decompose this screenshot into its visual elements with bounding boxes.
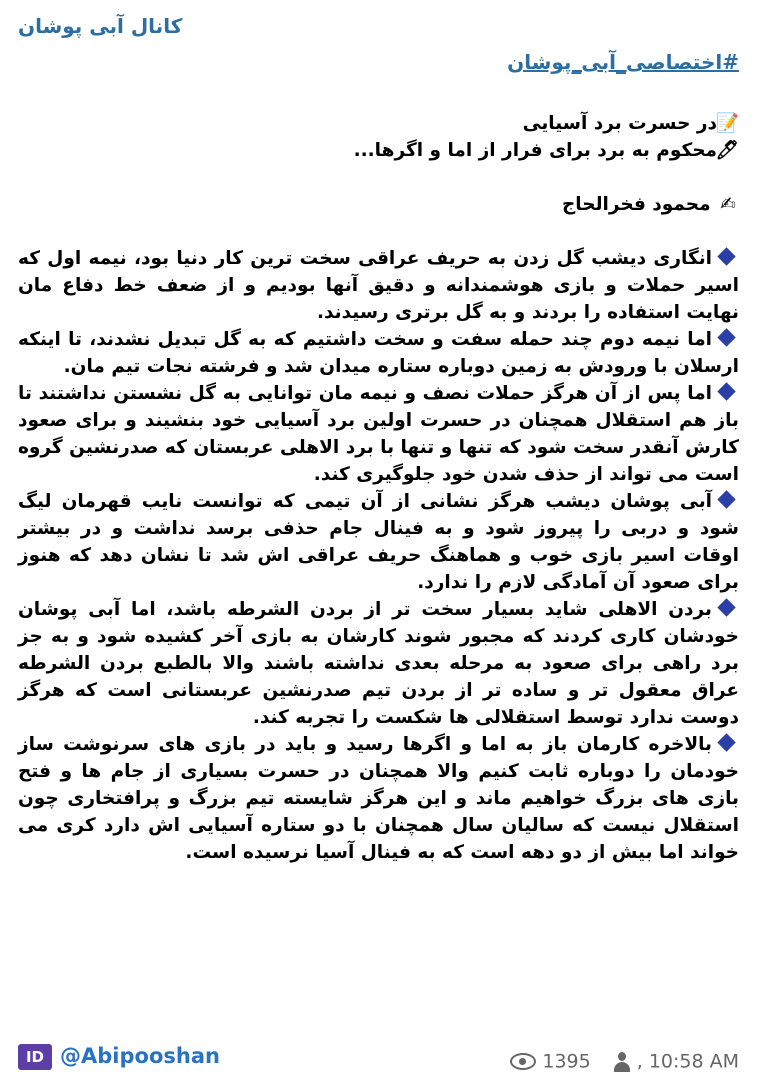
blue-diamond-icon: [717, 382, 735, 400]
paragraph: بالاخره کارمان باز به اما و اگرها رسید و باید در بازی های سرنوشت ساز خودمان را دوباره ثابت کنیم والا همچنان در حسرت بسیاری از جام ها و فتح بازی های بزرگ خواهیم ماند و این هرگز شایسته تیم بزرگ و پرافتخاری چون استقلال نیست که سالیان سال همچنان با دو ستاره آسیایی اش دارد کری می خواند اما بیش از دو دهه است که به فینال آسیا نرسیده است.: [18, 734, 739, 863]
writing-hand-icon: ✍: [720, 194, 736, 215]
paragraph: اما پس از آن هرگز حملات نصف و نیمه مان توانایی به گل نشستن نداشتند تا باز هم استقلال همچنان در حسرت اولین برد آسیایی خود بنشیند و برای صعود کارش آنقدر سخت شود که تنها و تنها با برد الاهلی عربستان که صدرنشین گروه است می تواند از حذف شدن خود جلوگیری کند.: [18, 383, 739, 485]
paragraph: اما نیمه دوم چند حمله سفت و سخت داشتیم که به گل تبدیل نشدند، تا اینکه ارسلان با ورودش به زمین دوباره ستاره میدان شد و فرشته نجات تیم مان.: [18, 329, 739, 377]
time-separator: ,: [636, 1050, 643, 1073]
pen-icon: 🖊: [715, 140, 739, 161]
message-time: 10:58 AM: [648, 1050, 739, 1073]
channel-handle-link[interactable]: @Abipooshan: [60, 1044, 220, 1068]
blue-diamond-icon: [717, 490, 735, 508]
blue-diamond-icon: [717, 598, 735, 616]
headline-line-1: 📝در حسرت برد آسیایی: [18, 110, 739, 137]
headline-line-2: 🖊محکوم به برد برای فرار از اما و اگرها...: [18, 137, 739, 164]
person-icon: [613, 1052, 631, 1072]
eye-icon: [510, 1053, 536, 1070]
author-line: [18, 191, 739, 218]
paragraph: انگاری دیشب گل زدن به حریف عراقی سخت ترین کار دنیا بود، نیمه اول که اسیر حملات و بازی هوشمندانه و دقیق آنها بودیم و از ضعف خط دفاع مان نهایت استفاده را بردند و به گل برتری رسیدند.: [18, 248, 739, 323]
blue-diamond-icon: [717, 247, 735, 265]
paragraph: بردن الاهلی شاید بسیار سخت تر از بردن الشرطه باشد، اما آبی پوشان خودشان کاری کردند که مجبور شوند کارشان به بازی آخر کشیده شود و به جز برد راهی برای صعود به مرحله بعدی نداشته باشند والا بالطبع بردن الشرطه عراق معقول تر و ساده تر از بردن تیم صدرنشین عربستانی است که هرگز دوست ندارد توسط استقلالی ها شکست را تجربه کند.: [18, 599, 739, 728]
message-body: [18, 110, 739, 866]
blue-diamond-icon: [717, 328, 735, 346]
author-name: محمود فخرالحاج: [561, 194, 711, 215]
message-footer: [0, 1040, 757, 1074]
memo-icon: 📝: [715, 113, 739, 134]
hashtag-link[interactable]: #اختصاصی_آبی_پوشان: [507, 50, 739, 74]
view-count: 1395: [542, 1050, 591, 1073]
blue-diamond-icon: [717, 733, 735, 751]
channel-title[interactable]: کانال آبی پوشان: [18, 14, 183, 38]
id-badge-icon: ID: [18, 1044, 52, 1070]
message-meta: [510, 1050, 739, 1073]
paragraph: آبی پوشان دیشب هرگز نشانی از آن تیمی که توانست نایب قهرمان لیگ شود و دربی را پیروز شود و به فینال جام حذفی برسد نداشت و در بیشتر اوقات اسیر بازی خوب و هماهنگ حریف عراقی اش شد تا نشان دهد که هنوز برای صعود آن آمادگی لازم را ندارد.: [18, 491, 739, 593]
